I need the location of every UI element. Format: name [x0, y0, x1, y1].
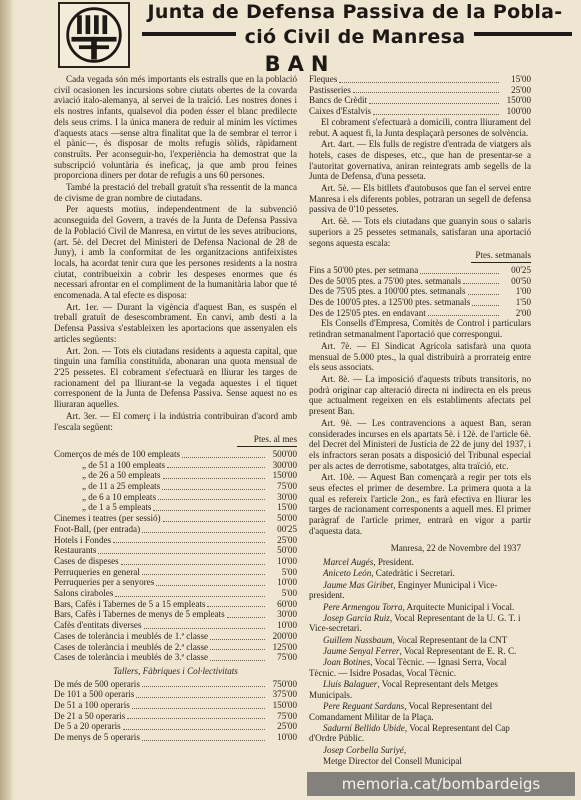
table-row — [54, 711, 297, 722]
row-label: Des de 125'05 ptes. en endavant — [309, 307, 426, 318]
leader-dots — [353, 92, 499, 93]
article-5: Art. 5è. — Els bitllets d'autobusos que fan el servei entre Manresa i els diferents pobles, potraran un segell de defensa passiva de 0'10 pessetes. — [309, 183, 531, 215]
leader-dots — [373, 114, 499, 115]
table-row — [54, 679, 297, 690]
signatory-name: Pere Reguant Sardans — [323, 700, 405, 711]
row-label: Cases de tolerància i meublés de 1.ª classe — [54, 630, 209, 641]
row-value: 10'00 — [277, 577, 297, 588]
row-label: Restaurants — [54, 545, 97, 556]
signatory-role: , — [403, 744, 407, 755]
row-label: Fleques — [309, 74, 338, 84]
watermark: memoria.cat/bombardeigs — [307, 772, 575, 796]
signatory-name: Sadurní Bellido Ubide — [323, 722, 405, 733]
title-line-2: ció Civil de Manresa — [244, 26, 466, 48]
subheading: Tallers, Fàbriques i Col·lectivitats — [113, 665, 238, 676]
signatory-role: , Arquitecte Municipal i Vocal. — [402, 601, 515, 612]
signatory — [309, 557, 531, 568]
row-label: De 5 a 20 operaris — [54, 721, 121, 732]
signatory-role: , Vocal Representant del Comandament Militar de la Plaça. — [309, 700, 493, 722]
table-row — [54, 599, 297, 610]
row-value: 25'00 — [511, 84, 531, 95]
leader-dots — [162, 489, 265, 490]
signatory — [309, 679, 531, 700]
paper-edge — [0, 0, 14, 800]
signatory — [309, 568, 531, 579]
table-row — [54, 567, 297, 578]
row-value: 25'00 — [277, 534, 297, 545]
signatory-role: , President. — [373, 557, 414, 568]
signatory-role: , Catedràtic i Secretari. — [371, 568, 455, 579]
row-value: 200'00 — [272, 630, 297, 641]
row-value: 5'00 — [281, 566, 297, 577]
table-row — [54, 689, 297, 700]
councils-paragraph: Els Consells d'Empresa, Comitès de Control i particulars retindran setmanalment l'aportació que correspongui. — [309, 318, 531, 340]
table-header-rule — [237, 446, 297, 447]
leader-dots — [158, 499, 265, 500]
row-label: Bars, Cafès i Tabernes de menys de 5 empleats — [54, 609, 225, 620]
leader-dots — [98, 553, 265, 554]
table-row — [309, 297, 531, 308]
row-label: Salons ciraboles — [54, 588, 114, 599]
intro-paragraph: També la prestació del treball gratuït s'ha ressentit de la manca de civisme de gran nombre de ciutadans. — [54, 182, 297, 203]
row-label: De més de 500 operaris — [54, 678, 140, 689]
signatory-role: , Vocal Representant de E. R. C. — [399, 645, 517, 656]
table-row — [54, 513, 297, 524]
row-label: Hotels i Fondes — [54, 534, 112, 545]
table-row — [309, 106, 531, 117]
ban-heading: BAN — [264, 52, 336, 76]
row-value: 100'00 — [506, 106, 531, 117]
row-value: 150'00 — [272, 470, 297, 481]
row-label: Pastisseries — [309, 84, 351, 95]
leader-dots — [123, 729, 265, 730]
row-value: 00'50 — [511, 275, 531, 286]
row-label: „ de 26 a 50 empleats — [82, 470, 161, 481]
leader-dots — [142, 686, 265, 687]
signatory-name: Josep Garcia Ruiz — [323, 612, 390, 623]
intro-paragraph: Cada vegada són més importants els estralls que en la població civil ocasionen les incursions sobre ciutats obertes de la covarda aviació italo-alemanya, al servei de la traïció. Les nostres dones i els nostres infants, qualsevol dia poden ésser el blanc predilecte dels seus crims. I la única manera de reduir al mínim les víctimes d'aquests atacs —sense altra finalitat que la de sembrar el terror i el pànic—, és disposar de molts refugis sòlids, ràpidament construïts. Per aconseguir-ho, l'experiència ha demostrat que la subscripció voluntària és ineficaç, ja que amb prou feines proporciona diners per dotar de refugis a uns 60 persones. — [54, 74, 297, 181]
leader-dots — [369, 103, 499, 104]
article-3: Art. 3er. — El comerç i la indústria contribuiran d'acord amb l'escala següent: — [54, 410, 297, 432]
wage-table — [309, 265, 531, 319]
table-header: Ptes. al mes — [253, 434, 297, 445]
row-label: Bancs de Crèdit — [309, 95, 368, 106]
row-value: 1'50 — [515, 297, 531, 308]
leader-dots — [227, 617, 265, 618]
leader-dots — [210, 639, 265, 640]
collection-paragraph: El cobrament s'efectuarà a domicili, contra lliurament del rebut. A aquest fi, la Junta desplaçarà persones de solvència. — [309, 116, 531, 138]
article-2: Art. 2on. — Tots els ciutadans residents a aquesta capital, que tinguin una família constituïda, abonaran una quota mensual de 2'25 pessetes. El cobrament s'efectuarà en lliurar les targes de racionament del pa lliurant-se la vegada aquestes i el tiquet corresponent de la Junta de Defensa Passiva. Sense aquest no es lliuraran aquelles. — [54, 345, 297, 410]
row-label: Des de 100'05 ptes. a 125'00 ptes. setmanals — [309, 297, 471, 308]
row-label: Perruqueries per a senyores — [54, 577, 155, 588]
row-label: Bars, Cafès i Tabernes de 5 a 15 empleats — [54, 598, 206, 609]
article-1: Art. 1er. — Durant la vigència d'aquest Ban, es suspén el treball gratuït de desescombrament. En canvi, amb destí a la Defensa Passiva s'estableixen les aportacions que assenyalen els articles següents: — [54, 301, 297, 344]
signatory-name: Marcel Augés — [323, 557, 374, 568]
row-value: 150'00 — [506, 95, 531, 106]
row-label: Cases de tolerància i meublés de 3.ª classe — [54, 652, 209, 663]
signatory-name: Lluís Balaguer — [323, 678, 378, 689]
leader-dots — [142, 532, 265, 533]
table-row — [54, 631, 297, 642]
table-row — [54, 502, 297, 513]
leader-dots — [144, 628, 265, 629]
row-label: Cases de dispeses — [54, 555, 119, 566]
signatory — [309, 701, 531, 722]
table-row — [54, 449, 297, 460]
leader-dots — [132, 708, 265, 709]
table-row — [54, 556, 297, 567]
row-value: 75'00 — [277, 481, 297, 492]
row-label: De 51 a 100 operaris — [54, 700, 130, 711]
signatory — [309, 745, 531, 756]
leader-dots — [142, 740, 265, 741]
row-label: Cases de tolerància i meublés de 2.ª classe — [54, 641, 209, 652]
row-value: 15'00 — [511, 74, 531, 84]
signatory — [309, 613, 531, 634]
row-label: „ de 51 a 100 empleats — [82, 459, 166, 470]
article-6: Art. 6è. — Tots els ciutadans que guanyin sous o salaris superiors a 25 pessetes setmanals, satisfaran una aportació segons aquesta escala: — [309, 216, 531, 248]
table-row — [54, 577, 297, 588]
right-column — [309, 74, 531, 767]
title-line-1: Junta de Defensa Passiva de la Pobla- — [147, 1, 563, 23]
table-row — [54, 524, 297, 535]
table-row — [54, 545, 297, 556]
commerce-table — [54, 449, 297, 663]
leader-dots — [127, 718, 265, 719]
row-label: Comerços de més de 100 empleats — [54, 448, 181, 459]
row-value: 50'00 — [277, 513, 297, 524]
signatory-name: Aniceto León — [323, 568, 372, 579]
leader-dots — [472, 305, 499, 306]
leader-dots — [163, 478, 265, 479]
intro-paragraph: Per aquests motius, independentment de la subvenció aconseguida del Govern, a través de la Junta de Defensa Passiva de la Població Civil de Manresa, en virtut de les seves atribucions, (art. 5è. del Decret del Ministeri de Defensa Nacional de 28 de Juny), i amb la conformitat de les organitzacions antifeixistes locals, ha acordat tenir cura que les persones residents a la nostra ciutat, contribueixin a cobrir les despeses enormes que és necessari afrontar en el compliment de la humanitària labor que té encomenada. A tal efecte es disposa: — [54, 204, 297, 301]
row-value: 2'00 — [515, 307, 531, 318]
signatory-name: Jaume Mas Giribet — [323, 579, 394, 590]
page-title — [140, 0, 570, 50]
row-value: 30'00 — [277, 609, 297, 620]
wage-table-header: Ptes. setmanals — [475, 250, 531, 261]
row-label: Perruqueries en general — [54, 566, 140, 577]
leader-dots — [156, 585, 265, 586]
row-label: Fins a 50'00 ptes. per setmana — [309, 264, 419, 275]
row-value: 750'00 — [272, 678, 297, 689]
row-value: 75'00 — [277, 652, 297, 663]
workshops-table — [54, 679, 297, 743]
row-value: 10'00 — [277, 732, 297, 743]
row-label: Des de 50'05 ptes. a 75'00 ptes. setmanals — [309, 275, 462, 286]
row-value: 300'00 — [272, 459, 297, 470]
signatory-role: , Enginyer Municipal i Vice-president. — [309, 579, 498, 601]
leader-dots — [428, 315, 499, 316]
table-row — [54, 700, 297, 711]
leader-dots — [210, 660, 265, 661]
table-row — [54, 460, 297, 471]
issue-date: Manresa, 22 de Novembre del 1937 — [390, 542, 521, 553]
leader-dots — [207, 606, 265, 607]
row-label: Des de 75'05 ptes. a 100'00 ptes. setmanals — [309, 286, 466, 297]
leader-dots — [468, 294, 499, 295]
signatory-role: , Vocal Representant de la CNT — [392, 634, 508, 645]
row-value: 10'00 — [277, 620, 297, 631]
row-value: 60'00 — [277, 598, 297, 609]
leader-dots — [121, 564, 265, 565]
leader-dots — [142, 574, 265, 575]
row-label: „ de 1 a 5 empleats — [82, 502, 152, 513]
table-row — [54, 481, 297, 492]
article-9: Art. 9è. — Les contravencions a aquest Ban, seran considerades incurses en els apartats 5è. i 12è. de l'article 6è. del Decret del Ministeri de Justícia de 22 de juny del 1937, i els infractors seran posats a disposició del Tribunal especial per als actes de derrotisme, sabotatges, alta traïció, etc. — [309, 417, 531, 471]
article-7: Art. 7è. — El Sindicat Agrícola satisfarà una quota mensual de 5.000 ptes., la qual distribuirà a prorrateig entre els seus associats. — [309, 340, 531, 373]
leader-dots — [136, 697, 265, 698]
signatory-name: Guillem Nussbaum — [323, 634, 393, 645]
row-label: Cafès d'entitats diverses — [54, 620, 142, 631]
table-row — [54, 721, 297, 732]
signatory — [309, 756, 531, 767]
leader-dots — [210, 649, 265, 650]
table-row — [54, 588, 297, 599]
coat-of-arms-logo — [58, 2, 130, 68]
signatory-name: Josep Corbella Suriyé — [323, 744, 404, 755]
signatories-list — [309, 557, 531, 766]
row-value: 25'00 — [277, 721, 297, 732]
leader-dots — [163, 521, 265, 522]
row-label: De menys de 5 operaris — [54, 732, 140, 743]
title-rule-left — [142, 32, 236, 36]
row-value: 50'00 — [277, 545, 297, 556]
row-value: 1'00 — [515, 286, 531, 297]
row-value: 5'00 — [281, 588, 297, 599]
table-row — [54, 620, 297, 631]
wage-table-header-rule — [471, 262, 531, 263]
signatory-role: , Vocal Representant de la U. G. T. i Vice-secretari. — [309, 612, 521, 634]
table-row — [54, 535, 297, 546]
table-row — [309, 308, 531, 319]
signatory — [309, 635, 531, 646]
leader-dots — [113, 542, 265, 543]
row-label: De 21 a 50 operaris — [54, 710, 126, 721]
leader-dots — [167, 467, 265, 468]
leader-dots — [115, 596, 265, 597]
row-value: 30'00 — [277, 491, 297, 502]
table-row — [309, 74, 531, 85]
signatory — [309, 723, 531, 744]
table-row — [309, 265, 531, 276]
article-10: Art. 10è. — Aquest Ban començarà a regir per tots els seus efectes el primer de desembre. La primera quota a la qual es refereix l'article 2on., es farà efectiva en lliurar les targes de racionament corresponents a aquell mes. El primer paràgraf de l'article primer, entrarà en vigor a partir d'aquesta data. — [309, 472, 531, 536]
row-value: 500'00 — [272, 448, 297, 459]
signatory — [309, 646, 531, 657]
row-label: De 101 a 500 operaris — [54, 689, 135, 700]
signatory-role: , Vocal Tècnic. — Ignasi Serra, Vocal Tècnic. — Isidre Posadas, Vocal Tècnic. — [309, 657, 507, 678]
row-label: Cinemes i teatres (per sessió) — [54, 513, 161, 524]
signatory-role: , Vocal Representant del Cap d'Ordre Públic. — [309, 722, 510, 744]
row-value: 125'00 — [272, 641, 297, 652]
signatory — [309, 657, 531, 678]
row-value: 375'00 — [272, 689, 297, 700]
row-label: Foot-Ball, (per entrada) — [54, 523, 141, 534]
row-label: „ de 6 a 10 empleats — [82, 491, 156, 502]
leader-dots — [463, 283, 499, 284]
table-row — [54, 609, 297, 620]
signatory — [309, 580, 531, 601]
signatory-role: Metge Director del Consell Municipal — [323, 755, 462, 766]
row-value: 10'00 — [277, 555, 297, 566]
signatory-name: Jaume Senyal Ferrer — [323, 645, 400, 656]
signatory-role: , Vocal Representant dels Metges Municipals. — [309, 678, 498, 700]
title-rule-right — [474, 32, 572, 36]
row-value: 00'25 — [277, 523, 297, 534]
table-row — [54, 652, 297, 663]
row-label: „ de 11 a 25 empleats — [82, 481, 161, 492]
table-row — [54, 470, 297, 481]
row-label: Caixes d'Estalvis — [309, 106, 372, 117]
row-value: 75'00 — [277, 710, 297, 721]
leader-dots — [153, 510, 265, 511]
leader-dots — [182, 457, 265, 458]
row-value: 150'00 — [272, 700, 297, 711]
signatory — [309, 602, 531, 613]
table-row — [309, 276, 531, 287]
signatory-name: Joan Botines — [323, 657, 371, 668]
article-4: Art. 4art. — Els fulls de registre d'entrada de viatgers als hotels, cases de dispeses, etc., que han de presentar-se a l'autoritat governativa, aniran reintegrats amb segells de la Junta de Defensa, d'una pesseta. — [309, 139, 531, 182]
row-value: 00'25 — [511, 264, 531, 275]
row-value: 15'00 — [277, 502, 297, 513]
signatory-name: Pere Armengou Torra — [323, 601, 403, 612]
table-row — [54, 732, 297, 743]
leader-dots — [339, 82, 499, 83]
table-row — [309, 286, 531, 297]
leader-dots — [420, 273, 499, 274]
article-8: Art. 8è. — La imposició d'aquests tributs transitoris, no podrà originar cap alteració directa ni indirecta en els preus que actualment regeixen en els establiments afectats pel present Ban. — [309, 373, 531, 417]
table-row — [309, 95, 531, 106]
commerce-table-continued — [309, 74, 531, 117]
table-row — [54, 492, 297, 503]
table-row — [54, 642, 297, 653]
left-column — [54, 74, 297, 743]
table-row — [309, 85, 531, 96]
